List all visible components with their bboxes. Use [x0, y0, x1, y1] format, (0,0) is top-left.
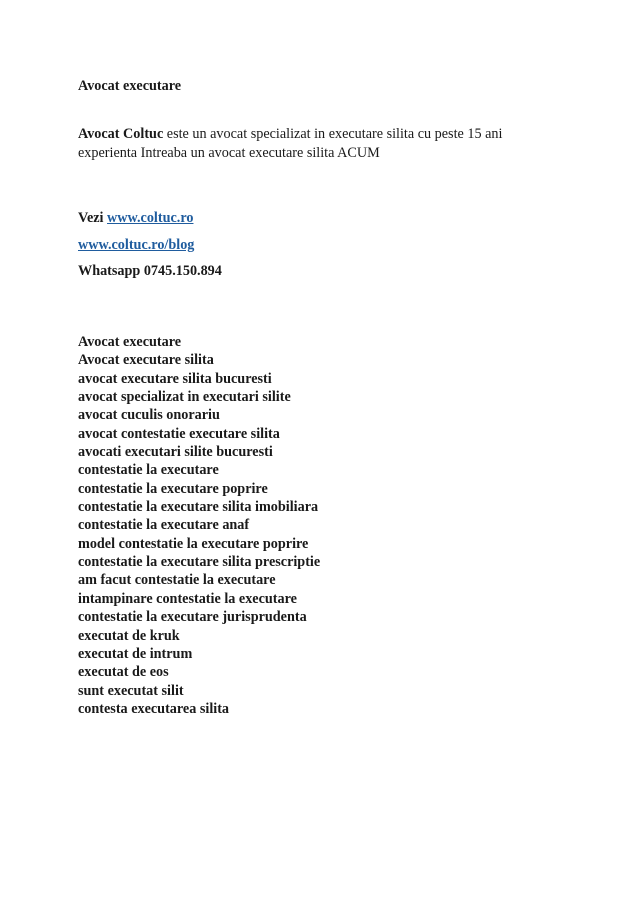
site-link[interactable]: www.coltuc.ro [107, 210, 194, 226]
keyword-item: avocat cuculis onorariu [78, 407, 220, 424]
intro-text-line2: experienta Intreaba un avocat executare silita ACUM [78, 145, 380, 161]
intro-text-line1: este un avocat specializat in executare silita cu peste 15 ani [163, 126, 503, 142]
blog-link[interactable]: www.coltuc.ro/blog [78, 236, 195, 253]
keyword-item: executat de eos [78, 664, 169, 681]
keyword-item: Avocat executare silita [78, 352, 214, 369]
keyword-item: contestatie la executare [78, 462, 219, 479]
intro-bold-name: Avocat Coltuc [78, 126, 164, 142]
keyword-item: contestatie la executare poprire [78, 480, 268, 497]
keyword-list [78, 333, 320, 718]
keyword-item: sunt executat silit [78, 682, 184, 699]
intro-paragraph [78, 125, 548, 163]
keyword-item: contesta executarea silita [78, 700, 230, 717]
keyword-item: contestatie la executare silita imobiliara [78, 499, 319, 516]
keyword-item: avocati executari silite bucuresti [78, 444, 273, 461]
keyword-item: model contestatie la executare poprire [78, 535, 309, 552]
keyword-item: avocat executare silita bucuresti [78, 370, 272, 387]
keyword-item: executat de intrum [78, 645, 193, 662]
keyword-item: contestatie la executare silita prescriptie [78, 554, 321, 571]
see-prefix: Vezi [78, 210, 108, 226]
document-title: Avocat executare [78, 78, 182, 94]
links-block [78, 205, 222, 285]
keyword-item: Avocat executare [78, 334, 182, 350]
keyword-item: intampinare contestatie la executare [78, 590, 297, 607]
keyword-item: contestatie la executare anaf [78, 517, 250, 534]
keyword-item: avocat specializat in executari silite [78, 389, 291, 406]
blog-link-line [78, 232, 222, 259]
whatsapp-line: Whatsapp 0745.150.894 [78, 263, 222, 279]
keyword-item: executat de kruk [78, 627, 180, 644]
site-link-line [78, 205, 222, 232]
keyword-item: contestatie la executare jurisprudenta [78, 609, 307, 626]
keyword-item: am facut contestatie la executare [78, 572, 276, 589]
keyword-item: avocat contestatie executare silita [78, 425, 280, 442]
